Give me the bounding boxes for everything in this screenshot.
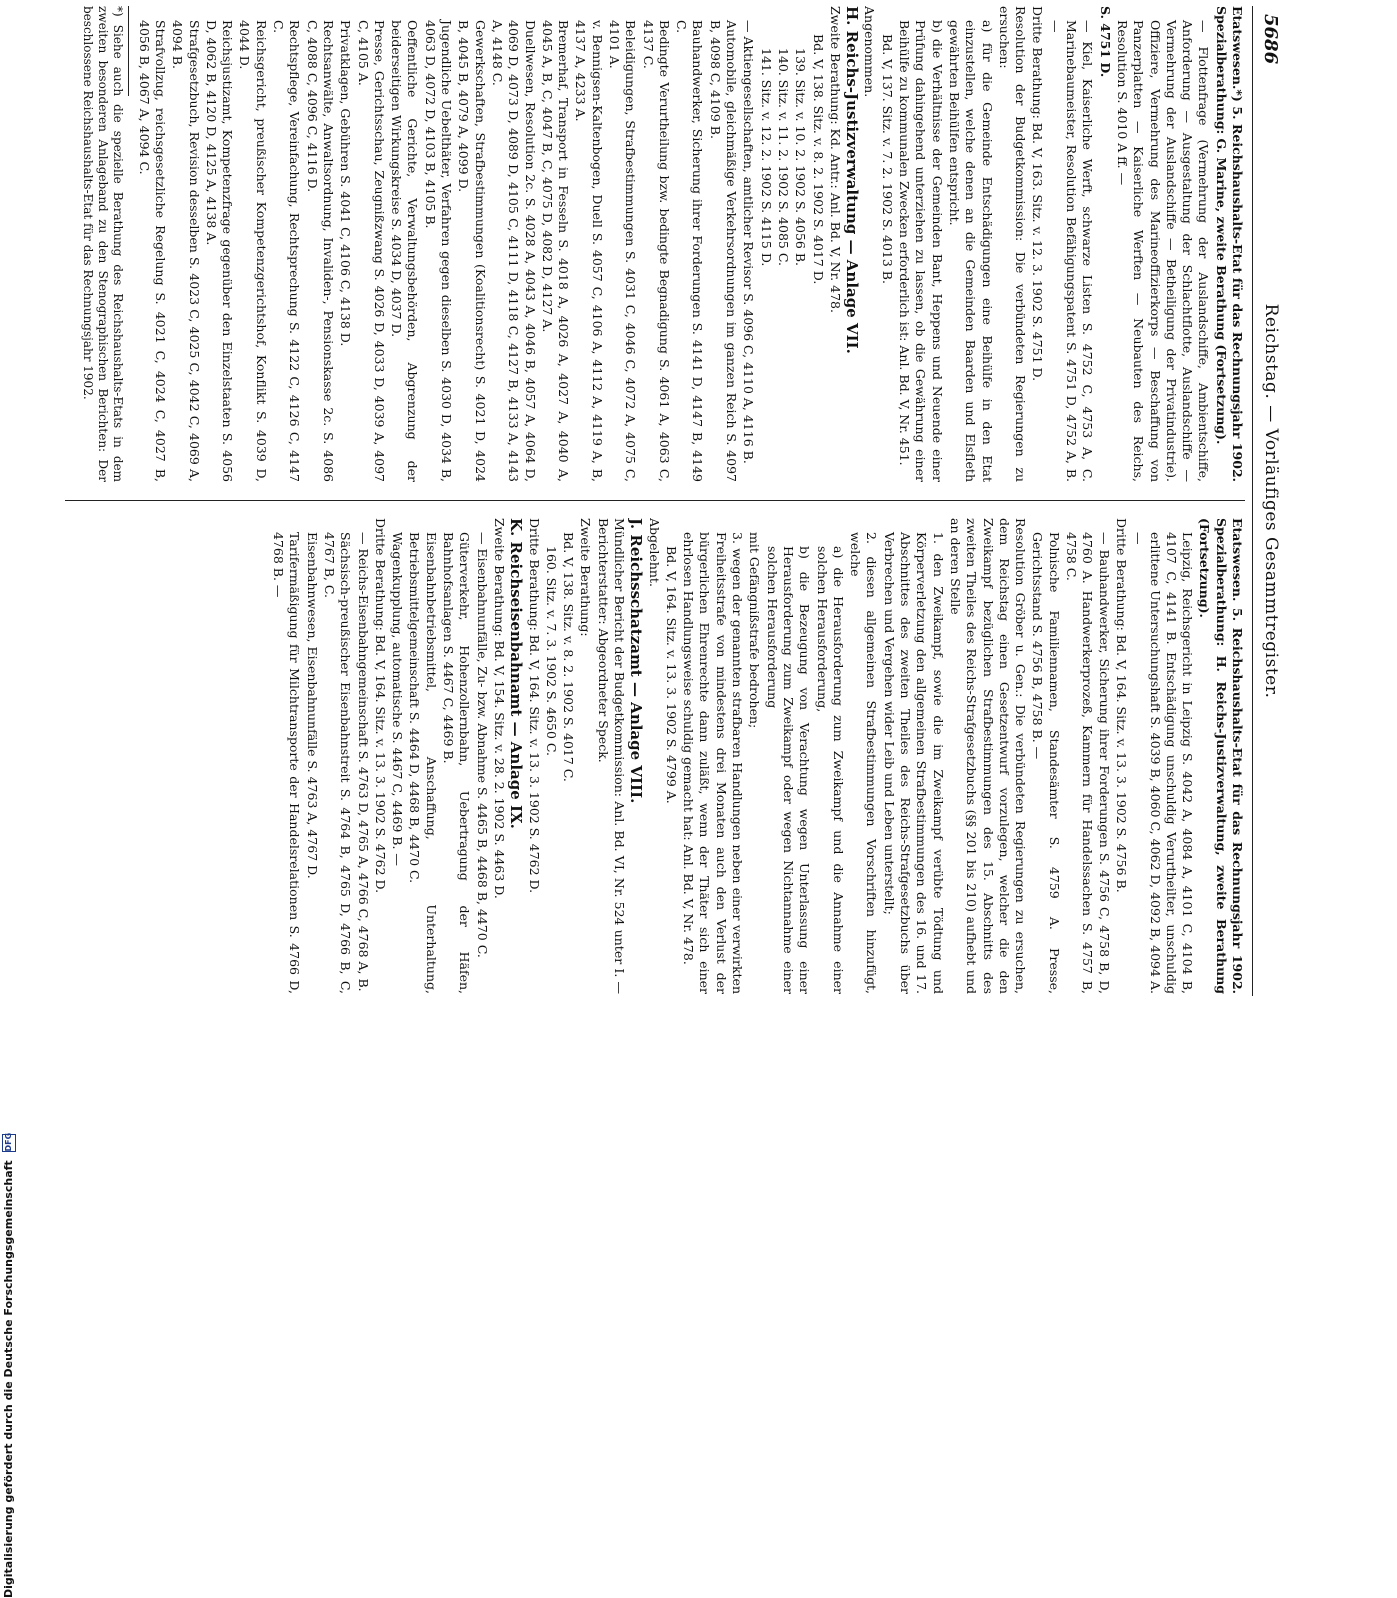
entry: Angenommen.: [862, 6, 878, 98]
subsection-heading: J. Reichsschatzamt — Anlage VIII.: [627, 518, 646, 804]
footnote-separator: [128, 6, 129, 96]
entry: Wagenkupplung, automatische S. 4467 C, 4469 B. —: [390, 532, 406, 866]
entry: Güterverkehr, Hohenzollernbahn, Uebertragung der Häfen, Bahnhofsanlagen S. 4467 C, 4469 B.: [441, 532, 473, 994]
entry: Gewerkschaften, Strafbestimmungen (Koalitionsrecht) S. 4021 D, 4024 B, 4045 B, 4079 A, 4099 D.: [456, 20, 488, 482]
rotated-page: [3, 6, 1283, 996]
entry: Zweite Berathung: Kd. Antr.: Anl. Bd. V, Nr. 478.: [827, 6, 843, 313]
entry: Tarifermäßigung für Milchtransporte der Handelsrelationen S. 4766 D, 4768 B. —: [271, 532, 303, 994]
entry: Jugendliche Uebelthäter, Verfahren gegen dieselben S. 4030 D, 4034 B, 4063 D, 4072 D, 4103 B, 4105 B.: [422, 20, 455, 482]
entry: a) für die Gemeinde Entschädigungen eine Beihülfe in den Etat einzustellen, welche denen an die Gemeinden Baarden und Elsfleth gewährten Beihülfen entspricht.: [946, 20, 995, 482]
entry: Automobile, gleichmäßige Verkehrsordnungen im ganzen Reich S. 4097 B, 4098 C, 4109 B.: [707, 20, 740, 482]
entry: Zweite Berathung: Bd. V, 154. Sitz. v. 28. 2. 1902 S. 4463 D.: [491, 518, 507, 899]
entry: Strafvollzug, reichsgesetzliche Regelung S. 4021 C, 4024 C, 4027 B, 4056 B, 4067 A, 4094 C.: [136, 20, 168, 482]
entry: Mündlicher Bericht der Budgetkommission: Anl. Bd. VI, Nr. 524 unter I. — Berichterstatter: Abgeordneter Speck.: [595, 518, 628, 994]
entry: — Bauhandwerker, Sicherung ihrer Forderungen S. 4756 C, 4758 B, D, 4760 A. Handwerkerprozeß, Kammern für Handelssachen S. 4757 B, 4758 C.: [1064, 532, 1112, 994]
entry: — Reichs-Eisenbahngemeinschaft S. 4763 D, 4765 A, 4766 C, 4768 A, B.: [355, 532, 371, 992]
entry: Rechtsanwälte, Anwaltsordnung, Invaliden-, Pensionskasse 2c. S. 4086 C, 4088 C, 4096 C, 4116 D.: [304, 20, 336, 482]
entry: Eisenbahnbetriebsmittel, Anschaffung, Unterhaltung, Betriebsmittelgemeinschaft S. 4464 D, 4468 B, 4470 C.: [407, 532, 439, 994]
digitization-footer: [2, 608, 16, 1598]
entry: v. Bennigsen-Kaltenbogen, Duell S. 4057 C, 4106 A, 4112 A, 4119 A, B, 4137 A, 4233 A.: [573, 20, 605, 482]
entry: Bauhandwerker, Sicherung ihrer Forderungen S. 4141 D, 4147 B, 4149 C.: [674, 20, 706, 482]
dfg-logo: DFG: [2, 1134, 16, 1152]
running-title: Reichstag. — Vorläufiges Gesammtregister.: [1261, 303, 1281, 699]
entry: Dritte Berathung: Bd. V, 164. Sitz. v. 13. 3. 1902 S. 4762 D.: [372, 518, 388, 894]
entry: a) die Herausforderung zum Zweikampf und die Annahme einer solchen Herausforderung,: [814, 546, 846, 994]
entry: Beleidigungen, Strafbestimmungen S. 4031 C, 4046 C, 4072 A, 4075 C, 4101 A.: [607, 20, 639, 482]
entry: 3. wegen der genannten strafbaren Handlungen neben einer verwirkten Freiheitsstrafe von mindestens drei Monaten auch den Verlust der bürgerlichen Ehrenrechte dann zuläßt, wenn der Thäter sich einer ehrlosen Handlungsweise schuldig gemacht hat: Anl. Bd. V, Nr. 478.: [681, 532, 746, 994]
entry: 140. Sitz. v. 11. 2. 1902 S. 4085 C.: [775, 48, 791, 266]
entry: Reichsjustizamt, Kompetenzfrage gegenüber den Einzelstaaten S. 4056 D, 4062 B, 4120 D, 4125 A, 4138 A.: [203, 20, 236, 482]
right-column: [19, 518, 1245, 994]
section-heading: Etatswesen. 5. Reichshaushalts-Etat für das Rechnungsjahr 1902. Spezialberathung: H. Reichs-Justizverwaltung, zweite Berathung (Fortsetzung).: [1197, 518, 1245, 994]
entry: Privatklagen, Gebühren S. 4041 C, 4106 C, 4138 D.: [338, 20, 354, 347]
page-number: 5686: [1260, 14, 1281, 65]
entry: 160. Sitz. v. 7. 3. 1902 S. 4650 C.: [543, 546, 559, 756]
entry: b) die Verhältnisse der Gemeinden Bant, Heppens und Neuende einer Prüfung dahingehend unterziehen zu lassen, ob die Gewährung einer Beihülfe zu kommunalen Zwecken erforderlich ist: Anl. Bd. V, Nr. 451.: [897, 20, 945, 482]
entry: Presse, Gerichtsschau, Zeugnißzwang S. 4026 D, 4033 D, 4039 A, 4097 C, 4105 A.: [355, 20, 387, 482]
entry: 2. diesen allgemeinen Strafbestimmungen Vorschriften hinzufügt, welche: [848, 532, 880, 994]
entry: b) die Bezeugung von Verachtung wegen Unterlassung einer Herausforderung zum Zweikampf oder wegen Nichtannahme einer solchen Herausforderung: [764, 546, 813, 994]
digitization-note: Digitalisierung gefördert durch die Deutsche Forschungsgemeinschaft: [2, 1160, 15, 1598]
entry: — Eisenbahnunfälle, Zu- bzw. Abnahme S. 4465 B, 4468 B, 4470 C.: [474, 532, 490, 958]
entry: Dritte Berathung: Bd. V, 163. Sitz. v. 12. 3. 1902 S. 4751 D.: [1030, 6, 1046, 382]
header-rule: [1252, 6, 1253, 996]
column-divider: [65, 500, 1245, 501]
subsection-heading: K. Reichseisenbahnamt — Anlage IX.: [507, 518, 526, 829]
entry: Resolution Gröber u. Gen.: Die verbündeten Regierungen zu ersuchen, dem Reichstag einen Gesetzentwurf vorzulegen, welcher die den Zweikampf bezüglichen Strafbestimmungen des 15. Abschnitts des zweiten Theiles des Reichs-Strafgesetzbuchs (§§ 201 bis 210) aufhebt und an deren Stelle: [947, 518, 1029, 994]
section-heading: Etatswesen.*) 5. Reichshaushalts-Etat für das Rechnungsjahr 1902. Spezialberathung: G. Marine, zweite Berathung (Fortsetzung).: [1213, 6, 1245, 482]
entry: Dritte Berathung: Bd. V, 164. Sitz. v. 13. 3. 1902 S. 4756 B.: [1113, 518, 1129, 893]
subsection-heading: H. Reichs-Justizverwaltung — Anlage VII.: [843, 6, 862, 354]
entry: Resolution der Budgetkommission: Die verbündeten Regierungen zu ersuchen:: [996, 6, 1029, 482]
page-header: [1253, 6, 1283, 996]
entry: Strafgesetzbuch, Revision desselben S. 4023 C, 4025 C, 4042 C, 4069 A, 4094 B.: [170, 20, 202, 482]
entry: Leipzig, Reichsgericht in Leipzig S. 4042 A, 4084 A, 4101 C, 4104 B, 4107 C, 4141 B. Entschädigung unschuldig Verurtheilter, unschuldig erlittene Untersuchungshaft S. 4039 B, 4060 C, 4062 D, 4092 B, 4094 A. —: [1131, 532, 1196, 994]
entry: Bd. V, 138. Sitz. v. 8. 2. 1902 S. 4017 C.: [561, 532, 577, 782]
entry: — Aktiengesellschaften, amtlicher Revisor S. 4096 C, 4110 A, 4116 B.: [741, 20, 757, 464]
entry: Bedingte Verurtheilung bzw. bedingte Begnadigung S. 4061 A, 4063 C, 4137 C.: [640, 20, 672, 482]
footnote: *) Siehe auch die spezielle Berathung des Reichshaushalts-Etats in dem zweiten besonderen Anlageband zu den Stenographischen Berichten: Der beschlossene Reichshaushalts-Etat für das Rechnungsjahr 1902.: [81, 6, 126, 482]
entry: Reichsgericht, preußischer Kompetenzgerichtshof, Konflikt S. 4039 D, 4044 D.: [237, 20, 269, 482]
entry: S. 4751 D.: [1097, 6, 1113, 78]
entry: Eisenbahnwesen, Eisenbahnunfälle S. 4763 A, 4767 D.: [304, 532, 320, 879]
entry: 141. Sitz. v. 12. 2. 1902 S. 4115 D.: [758, 48, 774, 267]
entry: 1. den Zweikampf, sowie die im Zweikampf verübte Tödtung und Körperverletzung den allgemeinen Strafbestimmungen des 16. und 17. Abschnittes des zweiten Theiles des Reichs-Strafgesetzbuchs über Verbrechen und Vergehen wider Leib und Leben unterstellt;: [881, 532, 946, 994]
entry: Bd. V, 138. Sitz. v. 8. 2. 1902 S. 4017 D.: [810, 34, 826, 285]
entry: — Kiel, Kaiserliche Werft, schwarze Listen S. 4752 C, 4753 A, C. Marinebaumeister, Resolution Befähigungspatent S. 4751 D, 4752 A, B. —: [1047, 20, 1096, 482]
entry: Sächsisch-preußischer Eisenbahnstreit S. 4764 B, 4765 D, 4766 B, C, 4767 B, C.: [321, 532, 354, 994]
entry: Bremerhaf, Transport in Fesseln S. 4018 A, 4026 A, 4027 A, 4040 A, 4045 A, B, C, 4047 B, C, 4075 D, 4082 D, 4127 A.: [539, 20, 572, 482]
entry: Duellwesen, Resolution 2c. S. 4028 A, 4043 A, 4046 B, 4057 A, 4064 D, 4069 D, 4073 D, 4089 D, 4105 C, 4111 D, 4118 C, 4127 B, 4133 A, 4143 A, 4148 C.: [489, 20, 538, 482]
entry: Rechtspflege, Vereinfachung, Rechtsprechung S. 4122 C, 4126 C, 4147 C.: [271, 20, 303, 482]
entry: mit Gefängnißstrafe bedrohen;: [747, 532, 763, 729]
entry: 139. Sitz. v. 10. 2. 1902 S. 4056 B.: [793, 48, 809, 266]
left-column: [19, 6, 1245, 482]
entry: Oeffentliche Gerichte, Verwaltungsbehörden, Abgrenzung der beiderseitigen Wirkungskreise S. 4034 D, 4037 D.: [389, 20, 421, 482]
entry: Zweite Berathung:: [578, 518, 594, 637]
entry: Bd. V, 164. Sitz. v. 13. 3. 1902 S. 4799 A.: [663, 546, 679, 804]
entry: — Flottenfrage (Vermehrung der Auslandschiffe, Ambientschiffe, Anforderung — Ausgestaltung der Schlachtflotte, Auslandschiffe — Vermehrung der Auslandschiffe — Betheiligung der Privatindustrie). Offiziere, Vermehrung des Marineoffizierkorps — Beschaffung von Panzerplatten — Kaiserliche Werften — Neubauten des Reichs, Resolution S. 4010 A ff. —: [1114, 20, 1212, 482]
entry: Polnische Familiennamen, Standesämter S. 4759 A. Presse, Gerichtsstand S. 4756 B, 4758 B. —: [1030, 532, 1062, 994]
entry: Bd. V, 137. Sitz. v. 7. 2. 1902 S. 4013 B.: [879, 34, 895, 284]
entry: Abgelehnt.: [646, 518, 662, 587]
entry: Dritte Berathung: Bd. V, 164. Sitz. v. 13. 3. 1902 S. 4762 D.: [526, 518, 542, 894]
